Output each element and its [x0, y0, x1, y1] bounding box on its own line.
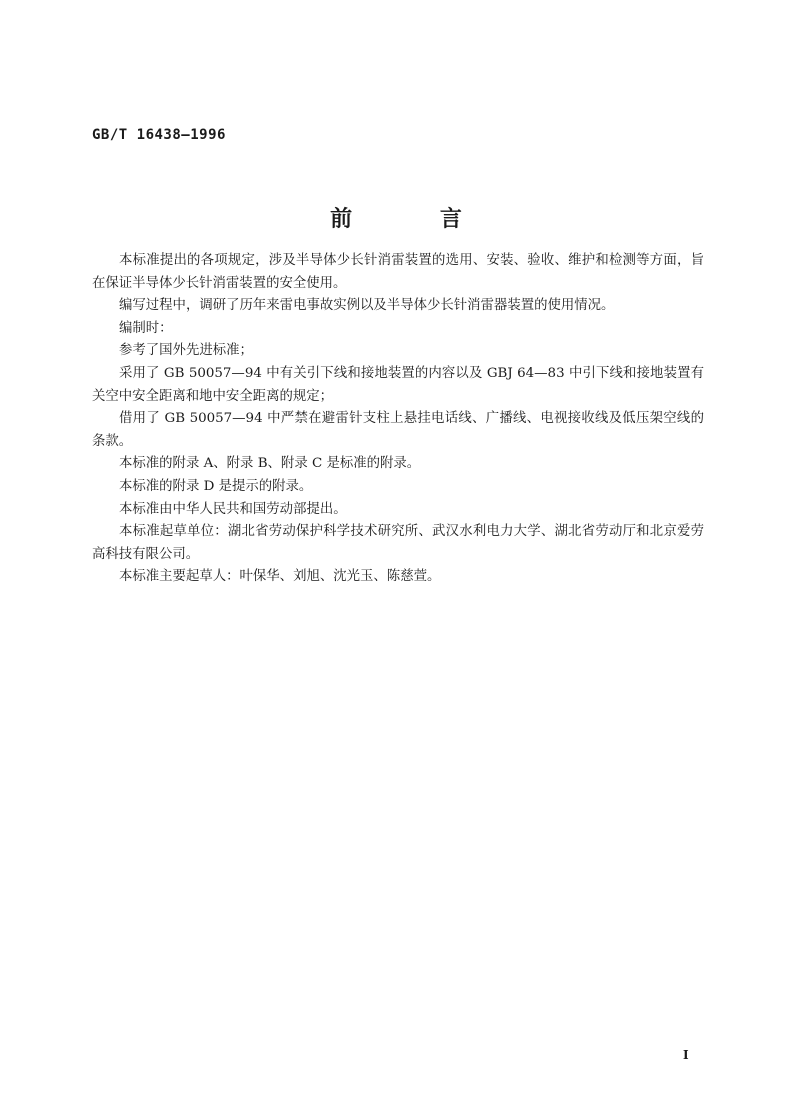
- paragraph: 本标准起草单位：湖北省劳动保护科学技术研究所、武汉水利电力大学、湖北省劳动厅和北京爱劳高科技有限公司。: [92, 524, 704, 562]
- page-number: I: [683, 1048, 689, 1062]
- paragraph: 本标准的附录 A、附录 B、附录 C 是标准的附录。: [119, 456, 421, 472]
- paragraph: 本标准的附录 D 是提示的附录。: [119, 478, 313, 494]
- paragraph: 参考了国外先进标准；: [119, 343, 253, 359]
- paragraph: 本标准提出的各项规定，涉及半导体少长针消雷装置的选用、安装、验收、维护和检测等方面，旨在保证半导体少长针消雷装置的安全使用。: [92, 253, 704, 291]
- document-body: [92, 250, 704, 589]
- paragraph: 本标准由中华人民共和国劳动部提出。: [119, 501, 347, 517]
- standard-code: GB/T 16438—1996: [92, 127, 226, 143]
- paragraph: 采用了 GB 50057—94 中有关引下线和接地装置的内容以及 GBJ 64—83 中引下线和接地装置有关空中安全距离和地中安全距离的规定；: [92, 365, 704, 404]
- paragraph: 本标准主要起草人：叶保华、刘旭、沈光玉、陈慈萱。: [119, 569, 441, 585]
- paragraph: 编制时：: [119, 320, 173, 336]
- paragraph: 编写过程中，调研了历年来雷电事故实例以及半导体少长针消雷器装置的使用情况。: [119, 298, 615, 314]
- page-title: 前 言: [330, 206, 502, 232]
- paragraph: 借用了 GB 50057—94 中严禁在避雷针支柱上悬挂电话线、广播线、电视接收线及低压架空线的条款。: [92, 411, 704, 449]
